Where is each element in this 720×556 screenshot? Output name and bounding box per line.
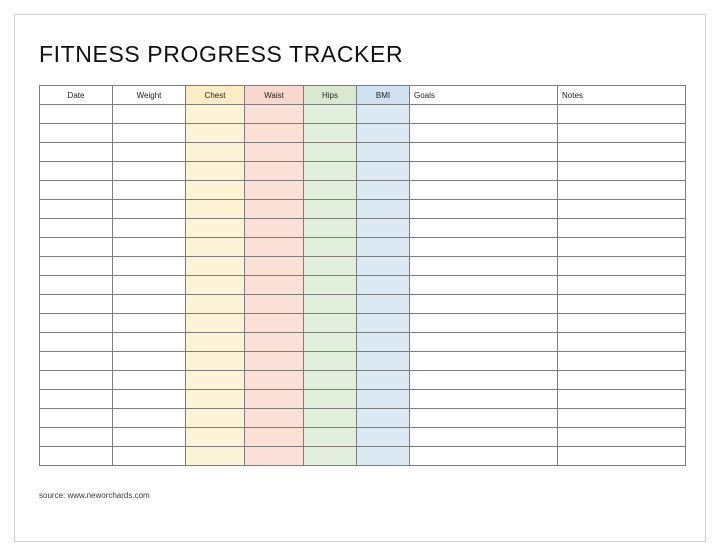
cell-date[interactable]	[40, 219, 113, 238]
cell-bmi[interactable]	[357, 162, 410, 181]
cell-notes[interactable]	[558, 219, 686, 238]
cell-weight[interactable]	[113, 257, 186, 276]
cell-notes[interactable]	[558, 162, 686, 181]
cell-date[interactable]	[40, 428, 113, 447]
column-header-notes: Notes	[558, 86, 686, 105]
cell-goals[interactable]	[410, 409, 558, 428]
table-row	[40, 447, 686, 466]
cell-date[interactable]	[40, 333, 113, 352]
cell-date[interactable]	[40, 352, 113, 371]
table-row	[40, 409, 686, 428]
cell-notes[interactable]	[558, 181, 686, 200]
cell-hips[interactable]	[304, 276, 357, 295]
cell-bmi[interactable]	[357, 257, 410, 276]
cell-chest[interactable]	[186, 124, 245, 143]
cell-bmi[interactable]	[357, 124, 410, 143]
column-header-goals: Goals	[410, 86, 558, 105]
cell-date[interactable]	[40, 390, 113, 409]
cell-notes[interactable]	[558, 371, 686, 390]
source-attribution: source: www.neworchards.com	[39, 491, 150, 500]
table-header-row	[40, 86, 686, 105]
cell-waist[interactable]	[245, 238, 304, 257]
cell-hips[interactable]	[304, 257, 357, 276]
cell-bmi[interactable]	[357, 105, 410, 124]
column-header-chest: Chest	[186, 86, 245, 105]
cell-weight[interactable]	[113, 390, 186, 409]
cell-date[interactable]	[40, 143, 113, 162]
cell-notes[interactable]	[558, 428, 686, 447]
cell-notes[interactable]	[558, 124, 686, 143]
table-row	[40, 219, 686, 238]
cell-chest[interactable]	[186, 162, 245, 181]
cell-waist[interactable]	[245, 181, 304, 200]
cell-bmi[interactable]	[357, 409, 410, 428]
cell-goals[interactable]	[410, 162, 558, 181]
cell-waist[interactable]	[245, 162, 304, 181]
cell-goals[interactable]	[410, 181, 558, 200]
cell-chest[interactable]	[186, 295, 245, 314]
cell-bmi[interactable]	[357, 314, 410, 333]
cell-weight[interactable]	[113, 371, 186, 390]
cell-date[interactable]	[40, 200, 113, 219]
cell-weight[interactable]	[113, 200, 186, 219]
cell-date[interactable]	[40, 162, 113, 181]
cell-goals[interactable]	[410, 200, 558, 219]
cell-date[interactable]	[40, 371, 113, 390]
cell-hips[interactable]	[304, 238, 357, 257]
cell-goals[interactable]	[410, 238, 558, 257]
cell-bmi[interactable]	[357, 219, 410, 238]
cell-hips[interactable]	[304, 390, 357, 409]
cell-weight[interactable]	[113, 333, 186, 352]
cell-waist[interactable]	[245, 257, 304, 276]
cell-goals[interactable]	[410, 390, 558, 409]
cell-bmi[interactable]	[357, 200, 410, 219]
cell-notes[interactable]	[558, 295, 686, 314]
cell-chest[interactable]	[186, 200, 245, 219]
cell-notes[interactable]	[558, 333, 686, 352]
cell-hips[interactable]	[304, 162, 357, 181]
cell-weight[interactable]	[113, 105, 186, 124]
cell-goals[interactable]	[410, 276, 558, 295]
cell-hips[interactable]	[304, 333, 357, 352]
cell-waist[interactable]	[245, 105, 304, 124]
cell-waist[interactable]	[245, 143, 304, 162]
table-row	[40, 352, 686, 371]
cell-chest[interactable]	[186, 428, 245, 447]
cell-notes[interactable]	[558, 238, 686, 257]
cell-notes[interactable]	[558, 409, 686, 428]
cell-waist[interactable]	[245, 314, 304, 333]
cell-chest[interactable]	[186, 219, 245, 238]
column-header-bmi: BMI	[357, 86, 410, 105]
table-row	[40, 200, 686, 219]
cell-hips[interactable]	[304, 200, 357, 219]
cell-weight[interactable]	[113, 447, 186, 466]
cell-notes[interactable]	[558, 352, 686, 371]
cell-chest[interactable]	[186, 390, 245, 409]
cell-hips[interactable]	[304, 105, 357, 124]
cell-waist[interactable]	[245, 200, 304, 219]
table-row	[40, 124, 686, 143]
cell-notes[interactable]	[558, 200, 686, 219]
cell-hips[interactable]	[304, 181, 357, 200]
cell-bmi[interactable]	[357, 390, 410, 409]
cell-bmi[interactable]	[357, 428, 410, 447]
cell-bmi[interactable]	[357, 276, 410, 295]
cell-weight[interactable]	[113, 219, 186, 238]
cell-waist[interactable]	[245, 447, 304, 466]
cell-bmi[interactable]	[357, 447, 410, 466]
table-row	[40, 143, 686, 162]
cell-notes[interactable]	[558, 276, 686, 295]
cell-chest[interactable]	[186, 257, 245, 276]
cell-waist[interactable]	[245, 371, 304, 390]
cell-hips[interactable]	[304, 143, 357, 162]
cell-chest[interactable]	[186, 371, 245, 390]
cell-waist[interactable]	[245, 276, 304, 295]
cell-hips[interactable]	[304, 124, 357, 143]
cell-weight[interactable]	[113, 352, 186, 371]
cell-chest[interactable]	[186, 181, 245, 200]
cell-notes[interactable]	[558, 314, 686, 333]
table-row	[40, 105, 686, 124]
table-body	[40, 105, 686, 466]
cell-bmi[interactable]	[357, 371, 410, 390]
cell-bmi[interactable]	[357, 143, 410, 162]
table-row	[40, 371, 686, 390]
column-header-hips: Hips	[304, 86, 357, 105]
cell-date[interactable]	[40, 409, 113, 428]
page-title: FITNESS PROGRESS TRACKER	[39, 41, 404, 67]
table-row	[40, 428, 686, 447]
cell-date[interactable]	[40, 181, 113, 200]
cell-waist[interactable]	[245, 295, 304, 314]
cell-date[interactable]	[40, 447, 113, 466]
cell-weight[interactable]	[113, 409, 186, 428]
cell-weight[interactable]	[113, 238, 186, 257]
cell-weight[interactable]	[113, 143, 186, 162]
column-header-weight: Weight	[113, 86, 186, 105]
cell-waist[interactable]	[245, 333, 304, 352]
cell-date[interactable]	[40, 276, 113, 295]
cell-waist[interactable]	[245, 352, 304, 371]
cell-chest[interactable]	[186, 143, 245, 162]
cell-date[interactable]	[40, 238, 113, 257]
cell-weight[interactable]	[113, 276, 186, 295]
cell-goals[interactable]	[410, 295, 558, 314]
cell-chest[interactable]	[186, 447, 245, 466]
cell-hips[interactable]	[304, 352, 357, 371]
document-page	[14, 14, 706, 542]
table-row	[40, 238, 686, 257]
table-row	[40, 162, 686, 181]
cell-hips[interactable]	[304, 295, 357, 314]
cell-goals[interactable]	[410, 428, 558, 447]
table-row	[40, 295, 686, 314]
cell-goals[interactable]	[410, 447, 558, 466]
cell-weight[interactable]	[113, 162, 186, 181]
cell-hips[interactable]	[304, 447, 357, 466]
cell-notes[interactable]	[558, 143, 686, 162]
cell-weight[interactable]	[113, 181, 186, 200]
cell-bmi[interactable]	[357, 181, 410, 200]
cell-goals[interactable]	[410, 352, 558, 371]
cell-chest[interactable]	[186, 333, 245, 352]
cell-date[interactable]	[40, 314, 113, 333]
cell-goals[interactable]	[410, 257, 558, 276]
column-header-date: Date	[40, 86, 113, 105]
cell-chest[interactable]	[186, 314, 245, 333]
cell-hips[interactable]	[304, 219, 357, 238]
cell-date[interactable]	[40, 257, 113, 276]
cell-chest[interactable]	[186, 352, 245, 371]
tracker-table-container	[39, 85, 685, 466]
cell-waist[interactable]	[245, 124, 304, 143]
cell-bmi[interactable]	[357, 333, 410, 352]
cell-weight[interactable]	[113, 314, 186, 333]
cell-chest[interactable]	[186, 238, 245, 257]
cell-goals[interactable]	[410, 105, 558, 124]
fitness-progress-table	[39, 85, 686, 466]
cell-notes[interactable]	[558, 447, 686, 466]
cell-hips[interactable]	[304, 314, 357, 333]
cell-date[interactable]	[40, 105, 113, 124]
cell-notes[interactable]	[558, 390, 686, 409]
cell-date[interactable]	[40, 295, 113, 314]
cell-goals[interactable]	[410, 371, 558, 390]
cell-date[interactable]	[40, 124, 113, 143]
cell-weight[interactable]	[113, 295, 186, 314]
cell-goals[interactable]	[410, 314, 558, 333]
table-row	[40, 257, 686, 276]
cell-waist[interactable]	[245, 390, 304, 409]
cell-hips[interactable]	[304, 428, 357, 447]
cell-chest[interactable]	[186, 409, 245, 428]
cell-hips[interactable]	[304, 371, 357, 390]
table-row	[40, 390, 686, 409]
cell-goals[interactable]	[410, 333, 558, 352]
cell-bmi[interactable]	[357, 238, 410, 257]
cell-weight[interactable]	[113, 428, 186, 447]
cell-chest[interactable]	[186, 276, 245, 295]
table-row	[40, 181, 686, 200]
cell-waist[interactable]	[245, 428, 304, 447]
table-row	[40, 314, 686, 333]
cell-waist[interactable]	[245, 219, 304, 238]
cell-chest[interactable]	[186, 105, 245, 124]
cell-goals[interactable]	[410, 219, 558, 238]
cell-goals[interactable]	[410, 124, 558, 143]
table-row	[40, 276, 686, 295]
cell-notes[interactable]	[558, 257, 686, 276]
cell-bmi[interactable]	[357, 295, 410, 314]
column-header-waist: Waist	[245, 86, 304, 105]
cell-goals[interactable]	[410, 143, 558, 162]
cell-waist[interactable]	[245, 409, 304, 428]
cell-bmi[interactable]	[357, 352, 410, 371]
table-row	[40, 333, 686, 352]
cell-notes[interactable]	[558, 105, 686, 124]
cell-weight[interactable]	[113, 124, 186, 143]
cell-hips[interactable]	[304, 409, 357, 428]
